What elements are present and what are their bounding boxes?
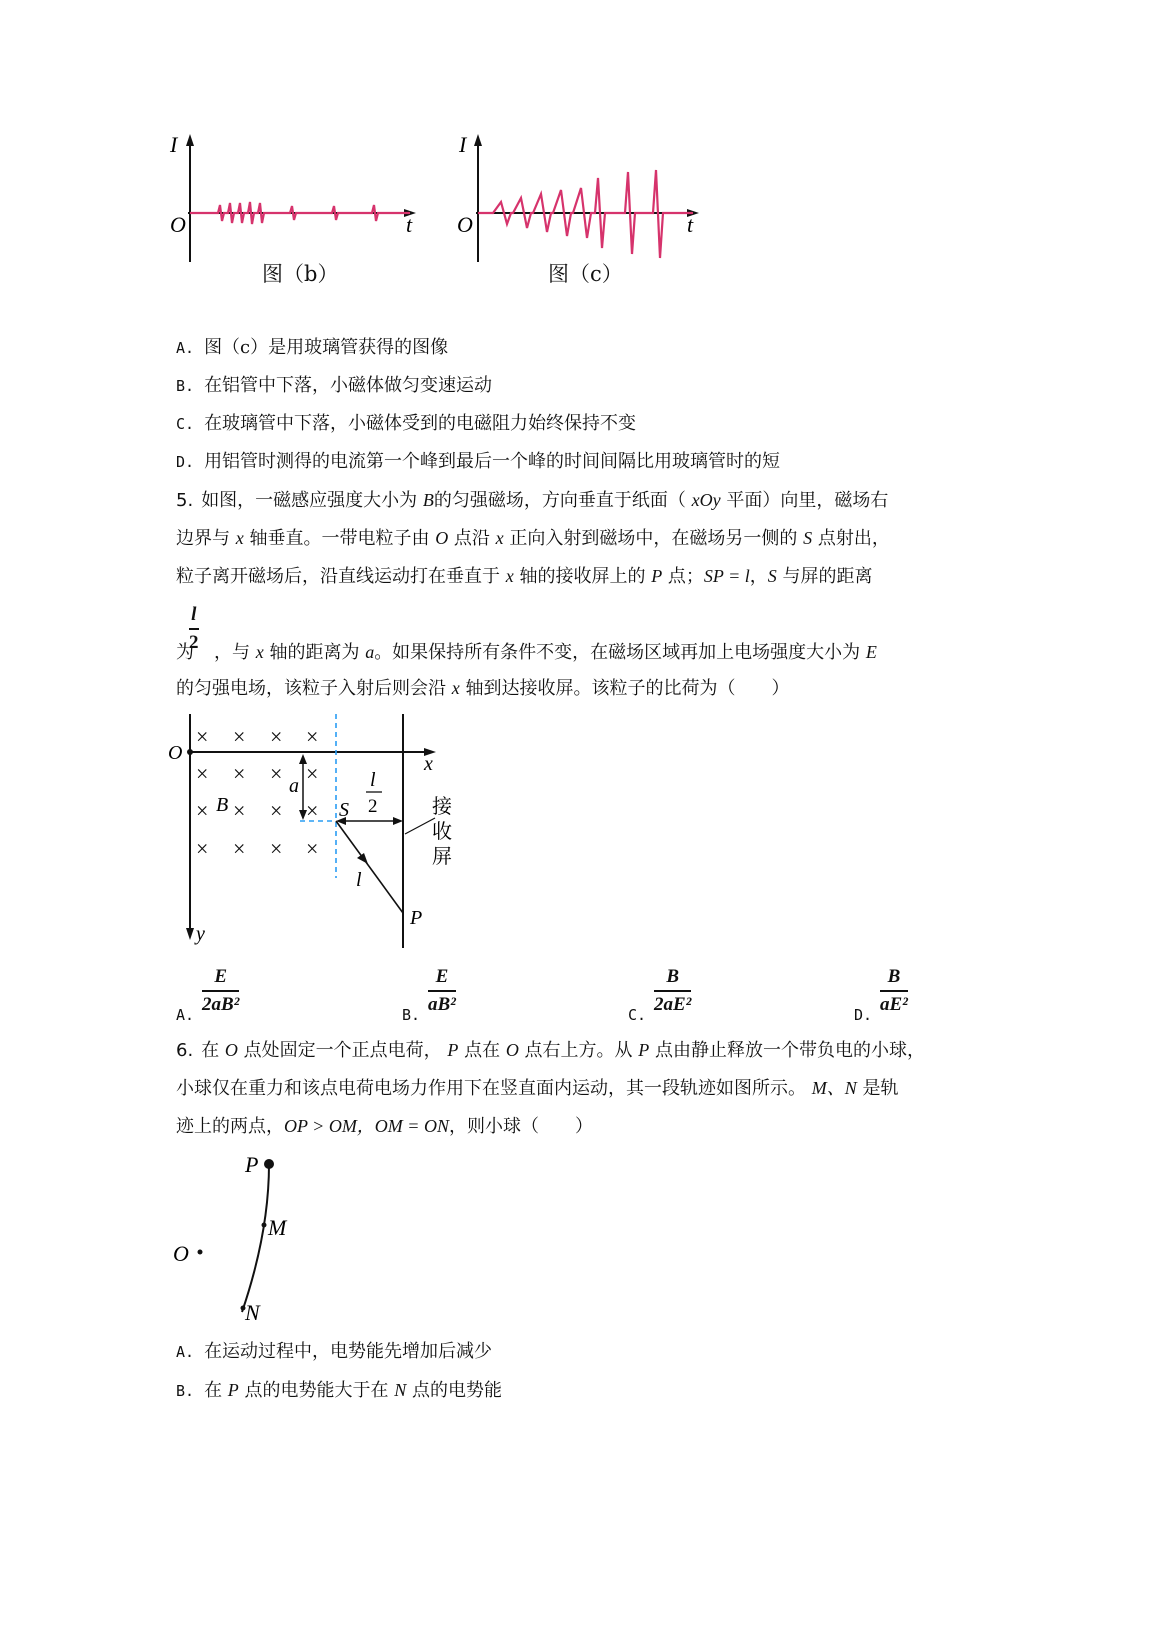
fig-c-caption: 图（c） <box>548 262 623 286</box>
fig5-B-label: B <box>216 794 229 816</box>
fig5-half-l-den: 2 <box>368 796 378 817</box>
svg-text:×: × <box>270 761 283 786</box>
magnetic-field-crosses <box>196 724 318 861</box>
fig5-screen-label-2: 收 <box>432 821 452 843</box>
fig-b-x-label: t <box>406 212 413 237</box>
q6-trajectory-figure <box>165 1148 315 1328</box>
q4-option-d: D. 用铝管时测得的电流第一个峰到最后一个峰的时间间隔比用玻璃管时的短 <box>176 451 781 472</box>
fig5-l-label: l <box>356 869 362 891</box>
q6-line-1: 6. 在 O 点处固定一个正点电荷， P 点在 O 点右上方。从 P 点由静止释放一个带负电的小球， <box>176 1040 926 1061</box>
fig-b-current-curve <box>190 202 410 224</box>
q6-line-2: 小球仅在重力和该点电荷电场力作用下在竖直面内运动，其一段轨迹如图所示。 M、N 是轨 <box>176 1078 899 1099</box>
figure-c-graph <box>455 130 715 265</box>
svg-text:×: × <box>233 724 246 749</box>
svg-text:×: × <box>233 798 246 823</box>
fig6-M-label: M <box>268 1215 287 1240</box>
svg-text:×: × <box>196 761 209 786</box>
svg-text:×: × <box>306 798 319 823</box>
svg-text:×: × <box>270 836 283 861</box>
svg-text:×: × <box>196 836 209 861</box>
fig-c-x-label: t <box>687 212 694 237</box>
fig6-N-label: N <box>245 1300 260 1325</box>
fig5-a-label: a <box>289 775 299 797</box>
fig6-O-label: O <box>173 1241 189 1266</box>
svg-text:×: × <box>196 724 209 749</box>
svg-text:×: × <box>306 724 319 749</box>
q4-option-b: B. 在铝管中下落，小磁体做匀变速运动 <box>176 375 493 396</box>
fig5-screen-label-1: 接 <box>432 796 452 818</box>
q4-option-c: C. 在玻璃管中下落，小磁体受到的电磁阻力始终保持不变 <box>176 413 637 434</box>
q6-line-3: 迹上的两点，OP > OM，OM = ON，则小球（ ） <box>176 1116 593 1137</box>
figure-b-graph <box>160 130 430 270</box>
fig-c-y-label: I <box>459 132 467 157</box>
fig-b-origin: O <box>170 212 186 237</box>
fig-b-caption: 图（b） <box>262 262 339 286</box>
q5-line-4: 为 ，与 x 轴的距离为 a。如果保持所有条件不变，在磁场区域再加上电场强度大小为 E <box>176 642 877 663</box>
svg-text:×: × <box>270 724 283 749</box>
fig-c-origin: O <box>457 212 473 237</box>
q6-option-a: A. 在运动过程中，电势能先增加后减少 <box>176 1341 493 1362</box>
svg-text:×: × <box>306 836 319 861</box>
svg-text:×: × <box>233 836 246 861</box>
q5-line-1: 5. 如图，一磁感应强度大小为 B的匀强磁场，方向垂直于纸面（ xOy 平面）向里，磁场右 <box>176 490 889 511</box>
fig5-origin-label: O <box>168 742 183 764</box>
fig5-y-label: y <box>196 923 205 945</box>
q5-magnetic-field-figure <box>160 708 480 958</box>
q4-option-a: A. 图（c）是用玻璃管获得的图像 <box>176 337 449 358</box>
svg-text:×: × <box>306 761 319 786</box>
q5-line-2: 边界与 x 轴垂直。一带电粒子由 O 点沿 x 正向入射到磁场中，在磁场另一侧的 S 点射出， <box>176 528 890 549</box>
fig-b-y-label: I <box>170 132 178 157</box>
fig5-half-l-num: l <box>370 769 376 791</box>
svg-text:×: × <box>270 798 283 823</box>
q5-fraction-l-over-2: l 2 <box>189 604 199 653</box>
q5-line-3: 粒子离开磁场后，沿直线运动打在垂直于 x 轴的接收屏上的 P 点；SP = l，S 与屏的距离 <box>176 566 873 587</box>
fig5-x-label: x <box>424 753 433 775</box>
svg-text:×: × <box>196 798 209 823</box>
q6-option-b: B. 在 P 点的电势能大于在 N 点的电势能 <box>176 1380 502 1401</box>
fig6-P-label: P <box>245 1152 259 1177</box>
fig5-screen-label-3: 屏 <box>432 846 452 868</box>
fig5-S-label: S <box>339 799 349 821</box>
fig5-P-label: P <box>410 907 423 929</box>
q5-line-5: 的匀强电场，该粒子入射后则会沿 x 轴到达接收屏。该粒子的比荷为（ ） <box>176 678 790 699</box>
svg-text:×: × <box>233 761 246 786</box>
